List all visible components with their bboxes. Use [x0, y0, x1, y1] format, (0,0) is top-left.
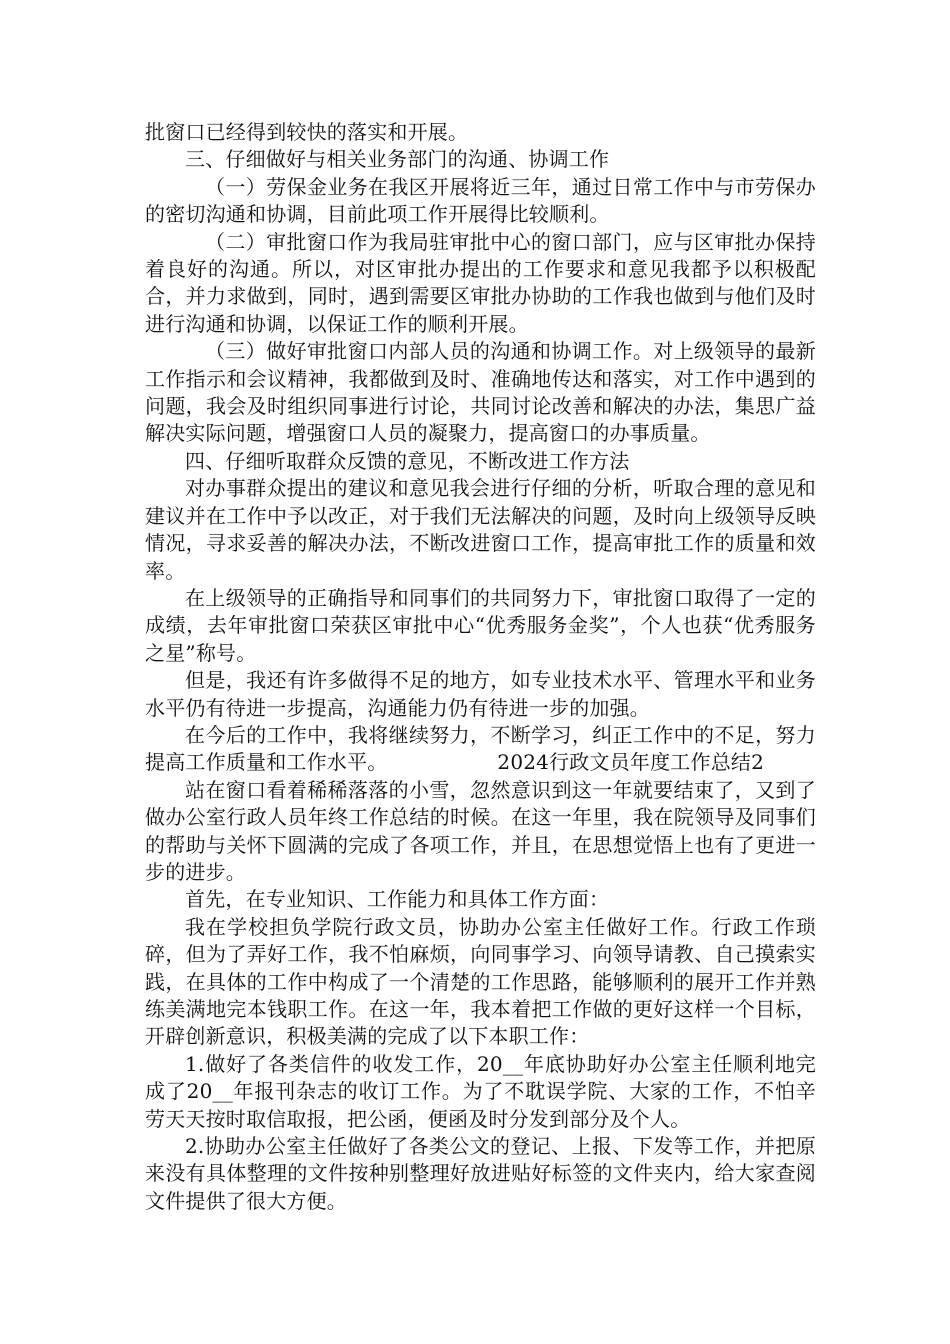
section-heading-3: 三、仔细做好与相关业务部门的沟通、协调工作 — [185, 147, 610, 172]
paragraph-feedback: 对办事群众提出的建议和意见我会进行仔细的分析，听取合理的意见和建议并在工作中予以改正，对于我们无法解决的问题，及时向上级领导反映情况，寻求妥善的解决办法，不断改进窗口工作，提高审批工作的质量和效率。 — [145, 476, 816, 583]
paragraph-shortcoming: 但是，我还有许多做得不足的地方，如专业技术水平、管理水平和业务水平仍有待进一步提高，沟通能力仍有待进一步的加强。 — [145, 668, 816, 720]
paragraph-future-text: 在今后的工作中，我将继续努力，不断学习，纠正工作中的不足，努力提高工作质量和工作水平。 — [145, 722, 816, 775]
paragraph-first-aspect: 首先，在专业知识、工作能力和具体工作方面： — [185, 887, 610, 912]
paragraph-continuation: 批窗口已经得到较快的落实和开展。 — [145, 120, 469, 144]
second-summary-title: 2024行政文员年度工作总结2 — [497, 750, 765, 775]
paragraph-role: 我在学校担负学院行政文员，协助办公室主任做好工作。行政工作琐碎，但为了弄好工作，我不怕麻烦，向同事学习、向领导请教、自己摸索实践，在具体的工作中构成了一个清楚的工作思路，能够顺利的展开工作并熟练美满地完本钱职工作。在这一年，我本着把工作做的更好这样一个目标，开辟创新意识，积极美满的完成了以下本职工作： — [145, 914, 816, 1049]
paragraph-duty-1: 1.做好了各类信件的收发工作，20__年底协助好办公室主任顺利地完成了20__年报刊杂志的收订工作。为了不耽误学院、大家的工作，不怕辛劳天天按时取信取报，把公函，便函及时分发到部分及个人。 — [145, 1051, 816, 1131]
paragraph-achievement: 在上级领导的正确指导和同事们的共同努力下，审批窗口取得了一定的成绩，去年审批窗口荣获区审批中心“优秀服务金奖”，个人也获“优秀服务之星”称号。 — [145, 585, 816, 665]
paragraph-item-3: （三）做好审批窗口内部人员的沟通和协调工作。对上级领导的最新工作指示和会议精神，我都做到及时、准确地传达和落实，对工作中遇到的问题，我会及时组织同事进行讨论，共同讨论改善和解决的办法，集思广益解决实际问题，增强窗口人员的凝聚力，提高窗口的办事质量。 — [145, 339, 816, 446]
paragraph-item-2: （二）审批窗口作为我局驻审批中心的窗口部门，应与区审批办保持着良好的沟通。所以，对区审批办提出的工作要求和意见我都予以积极配合，并力求做到，同时，遇到需要区审批办协助的工作我也做到与他们及时进行沟通和协调，以保证工作的顺利开展。 — [145, 229, 816, 336]
paragraph-duty-2: 2.协助办公室主任做好了各类公文的登记、上报、下发等工作，并把原来没有具体整理的文件按种别整理好放进贴好标签的文件夹内，给大家查阅文件提供了很大方便。 — [145, 1134, 816, 1213]
section-heading-4: 四、仔细听取群众反馈的意见，不断改进工作方法 — [185, 448, 630, 473]
paragraph-future — [145, 722, 816, 777]
paragraph-opening: 站在窗口看着稀稀落落的小雪，忽然意识到这一年就要结束了，又到了做办公室行政人员年终工作总结的时候。在这一年里，我在院领导及同事们的帮助与关怀下圆满的完成了各项工作，并且，在思想觉悟上也有了更进一步的进步。 — [145, 777, 816, 884]
paragraph-item-1: （一）劳保金业务在我区开展将近三年，通过日常工作中与市劳保办的密切沟通和协调，目前此项工作开展得比较顺利。 — [145, 174, 816, 227]
document-body — [145, 119, 816, 1215]
